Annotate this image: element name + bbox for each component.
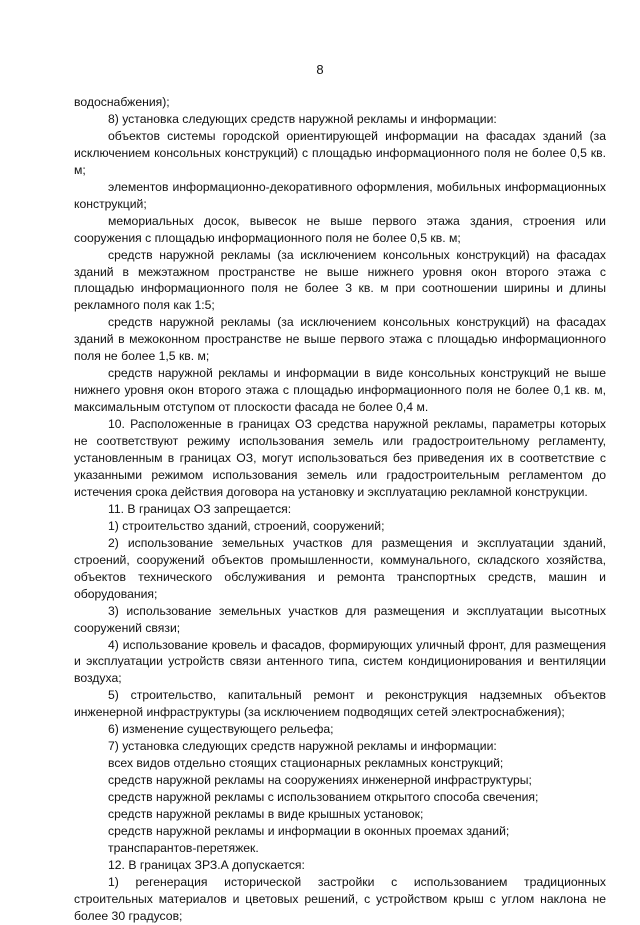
paragraph: 5) строительство, капитальный ремонт и реконструкция надземных объектов инженерной инфраструктуры (за исключением подводящих сетей электроснабжения); xyxy=(74,688,606,720)
paragraph: 1) строительство зданий, строений, сооружений; xyxy=(108,518,385,533)
paragraph: 8) установка следующих средств наружной рекламы и информации: xyxy=(108,111,497,126)
paragraph: средств наружной рекламы с использованием открытого способа свечения; xyxy=(108,790,539,805)
paragraph: средств наружной рекламы в виде крышных установок; xyxy=(108,807,424,822)
document-body xyxy=(74,94,606,925)
paragraph: средств наружной рекламы и информации в виде консольных конструкций не выше нижнего уровня окон второго этажа с площадью информационного поля не более 0,1 кв. м, максимальным отступом от плоскости фасада не более 0,4 м. xyxy=(74,366,606,415)
paragraph: средств наружной рекламы (за исключением консольных конструкций) на фасадах зданий в межоконном пространстве не выше первого этажа с площадью информационного поля не более 1,5 кв. м; xyxy=(74,315,606,364)
paragraph: 4) использование кровель и фасадов, формирующих уличный фронт, для размещения и эксплуатации устройств связи антенного типа, систем кондиционирования и вентиляции воздуха; xyxy=(74,637,606,686)
paragraph: водоснабжения); xyxy=(74,95,170,109)
paragraph: транспарантов-перетяжек. xyxy=(108,840,259,855)
paragraph: 7) установка следующих средств наружной рекламы и информации: xyxy=(108,739,497,754)
paragraph: 11. В границах ОЗ запрещается: xyxy=(108,501,292,516)
paragraph: элементов информационно-декоративного оформления, мобильных информационных конструкций; xyxy=(74,179,606,211)
page-number: 8 xyxy=(316,62,324,77)
paragraph: объектов системы городской ориентирующей информации на фасадах зданий (за исключением консольных конструкций) с площадью информационного поля не более 0,5 кв. м; xyxy=(74,128,606,177)
paragraph: средств наружной рекламы и информации в оконных проемах зданий; xyxy=(108,823,510,838)
paragraph: 1) регенерация исторической застройки с использованием традиционных строительных материалов и цветовых решений, с устройством крыш с углом наклона не более 30 градусов; xyxy=(74,874,606,923)
paragraph: средств наружной рекламы на сооружениях инженерной инфраструктуры; xyxy=(108,773,532,788)
paragraph: 2) использование земельных участков для размещения и эксплуатации зданий, строений, сооружений объектов промышленности, коммунального, складского хозяйства, объектов технического обслуживания и ремонта транспортных средств, машин и оборудования; xyxy=(74,535,606,601)
paragraph: 10. Расположенные в границах ОЗ средства наружной рекламы, параметры которых не соответствуют режиму использования земель или градостроительному регламенту, установленным в границах ОЗ, могут использоваться без приведения их в соответствие с указанными режимом использования земель или градостроительным регламентом до истечения срока действия договора на установку и эксплуатацию рекламной конструкции. xyxy=(74,417,606,499)
paragraph: 12. В границах ЗРЗ.А допускается: xyxy=(108,857,305,872)
paragraph: мемориальных досок, вывесок не выше первого этажа здания, строения или сооружения с площадью информационного поля не более 0,5 кв. м; xyxy=(74,213,606,245)
paragraph: 3) использование земельных участков для размещения и эксплуатации высотных сооружений связи; xyxy=(74,603,606,635)
paragraph: всех видов отдельно стоящих стационарных рекламных конструкций; xyxy=(108,756,504,771)
paragraph: 6) изменение существующего рельефа; xyxy=(108,722,334,737)
paragraph: средств наружной рекламы (за исключением консольных конструкций) на фасадах зданий в межэтажном пространстве не выше нижнего уровня окон второго этажа с площадью информационного поля не более 3 кв. м при соотношении ширины и длины рекламного поля как 1:5; xyxy=(74,247,606,313)
